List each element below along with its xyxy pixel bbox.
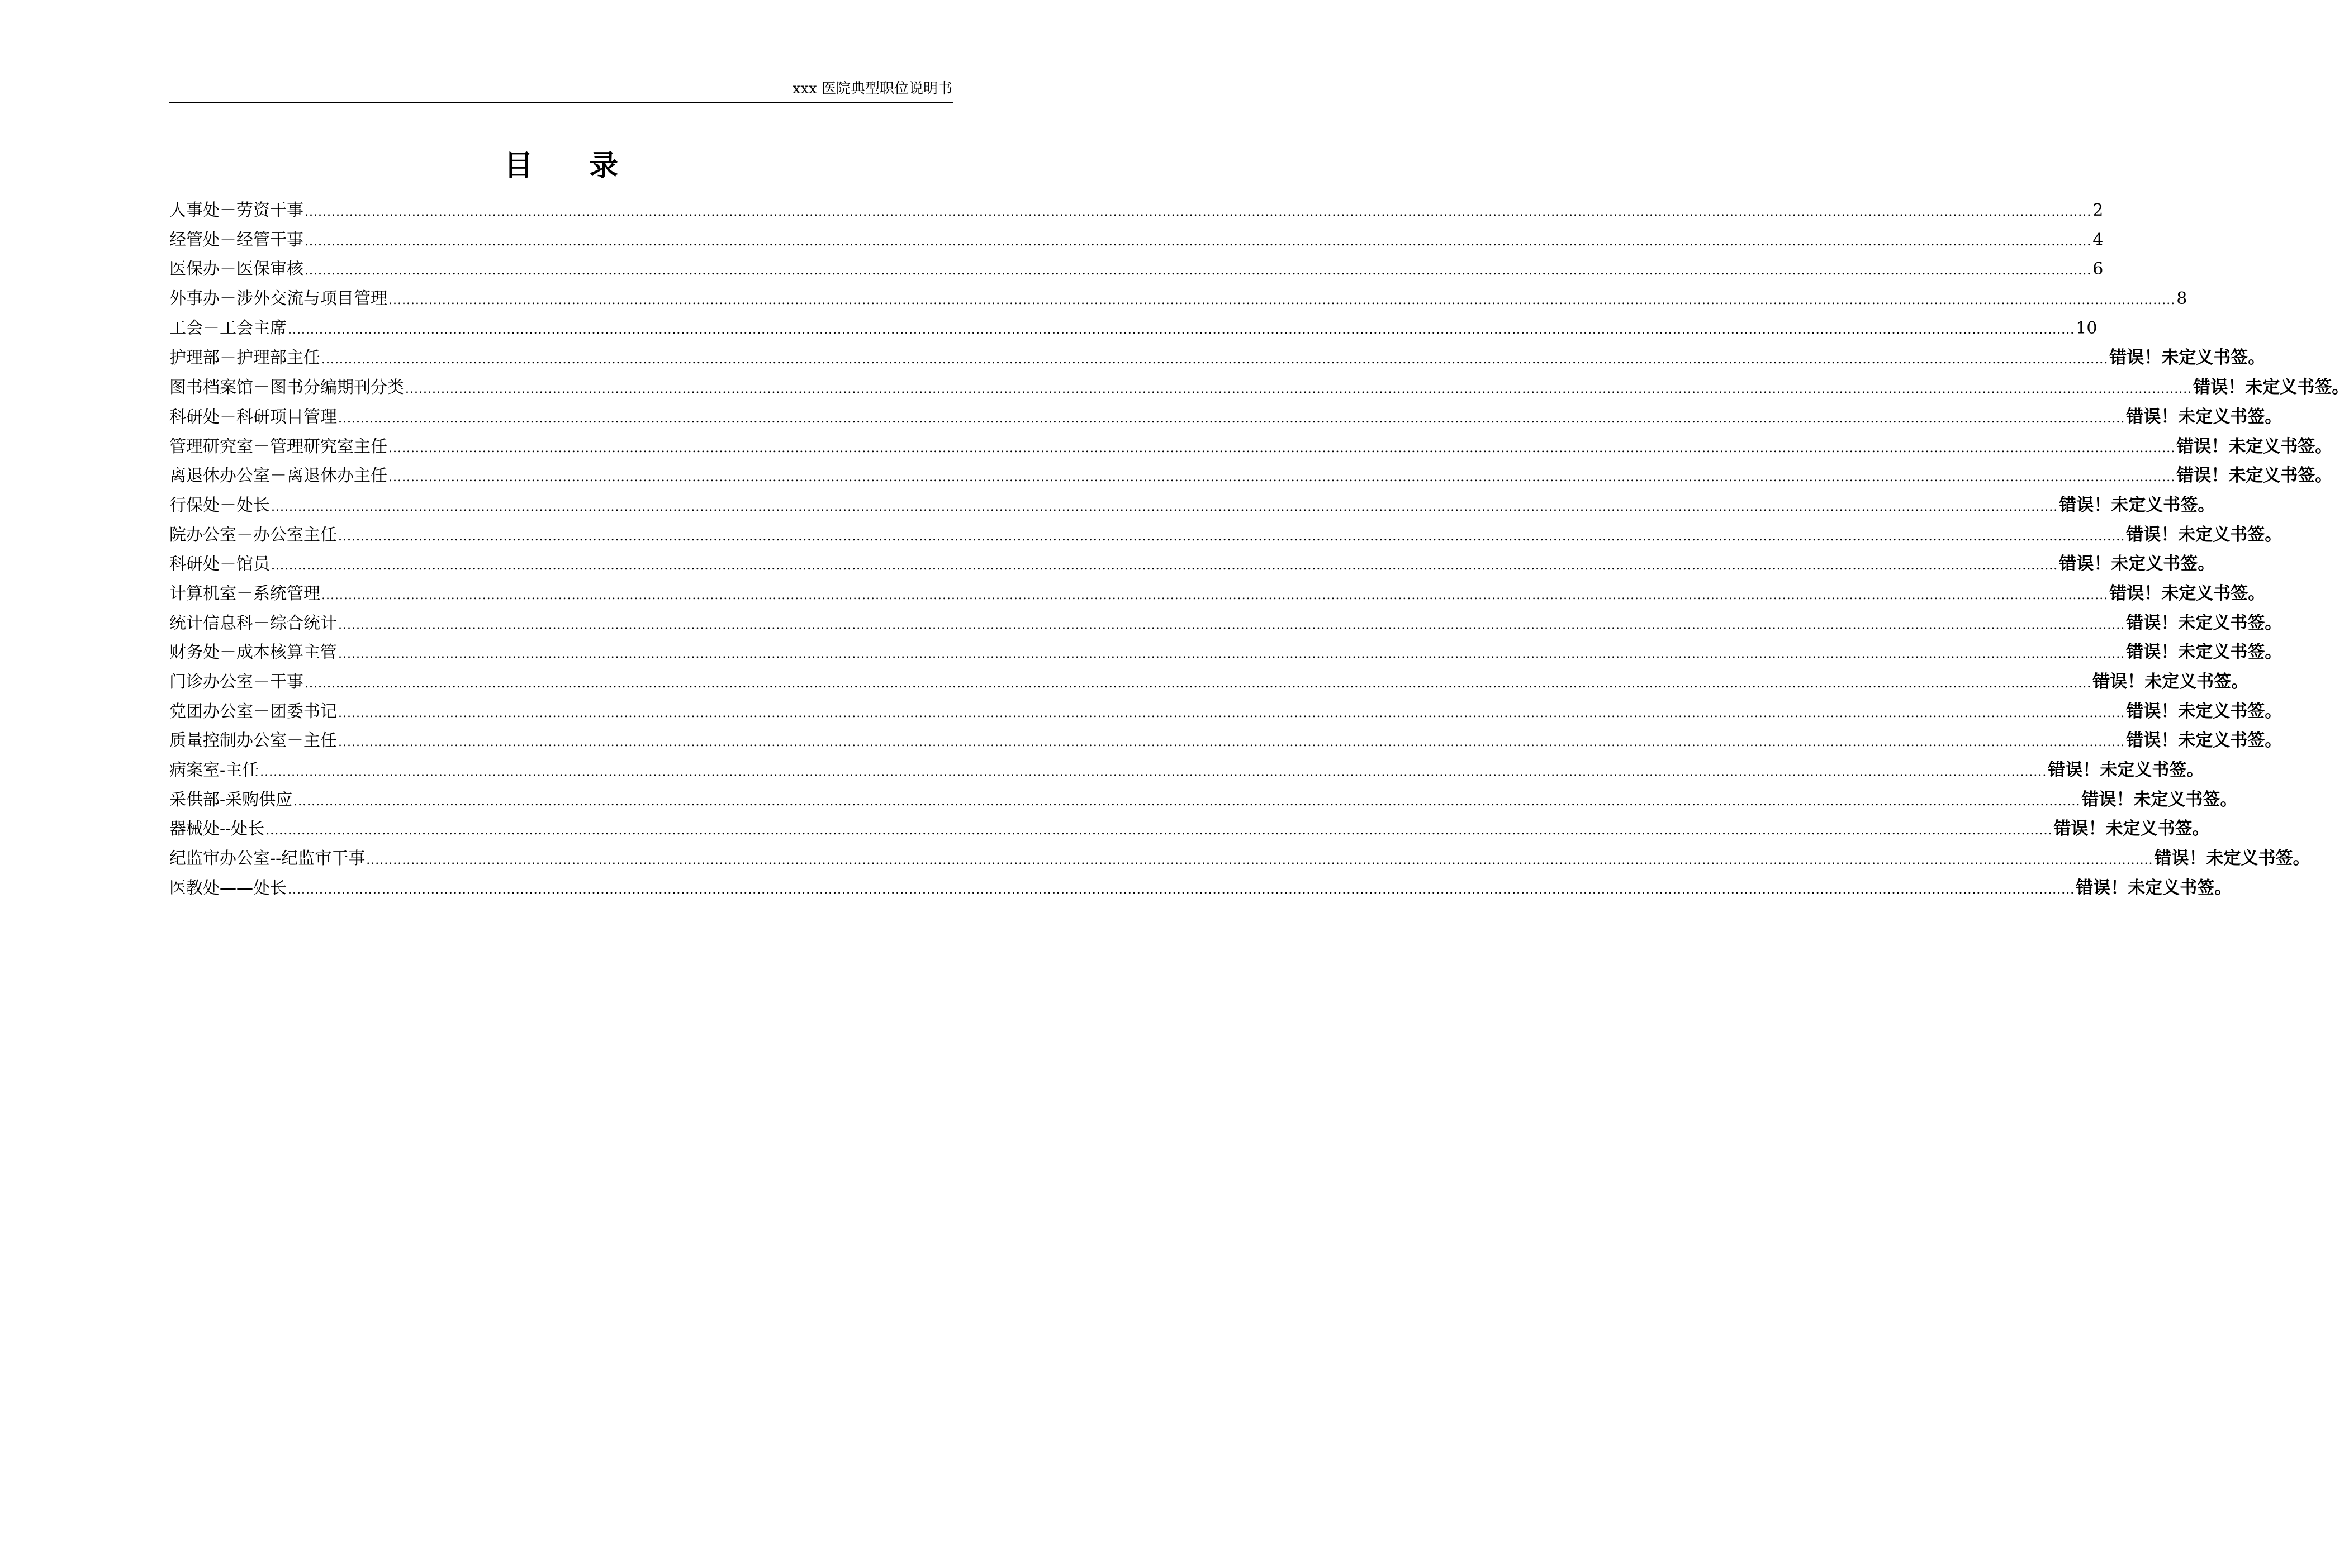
toc-dot-leader: ................................................................................................................................................................................................................................................................................................................................................................................................................ [305, 234, 2092, 249]
toc-entry[interactable] [169, 433, 2333, 463]
toc-entry-label: 病案室-主任 [169, 761, 259, 781]
toc-dot-leader: ................................................................................................................................................................................................................................................................................................................................................................................................................ [338, 706, 2125, 720]
toc-entry-bookmark-error: 错误！未定义书签。 [2126, 406, 2282, 427]
toc-entry[interactable] [169, 845, 2310, 875]
toc-entry-bookmark-error: 错误！未定义书签。 [2126, 524, 2282, 545]
toc-dot-leader: ................................................................................................................................................................................................................................................................................................................................................................................................................ [366, 853, 2153, 868]
toc-entry-bookmark-error: 错误！未定义书签。 [2059, 554, 2215, 574]
toc-dot-leader: ................................................................................................................................................................................................................................................................................................................................................................................................................ [288, 882, 2075, 897]
toc-entry-page-number: 10 [2076, 318, 2098, 338]
toc-entry[interactable] [169, 403, 2282, 433]
toc-entry[interactable] [169, 757, 2204, 786]
toc-dot-leader: ................................................................................................................................................................................................................................................................................................................................................................................................................ [293, 794, 2081, 809]
toc-entry-label: 采供部-采购供应 [169, 790, 293, 810]
toc-dot-leader: ................................................................................................................................................................................................................................................................................................................................................................................................................ [338, 735, 2125, 750]
toc-entry-label: 管理研究室－管理研究室主任 [169, 436, 387, 457]
toc-entry-label: 科研处－馆员 [169, 554, 270, 574]
toc-entry-label: 党团办公室－团委书记 [169, 701, 337, 721]
toc-entry-bookmark-error: 错误！未定义书签。 [2126, 730, 2282, 751]
toc-entry[interactable] [169, 344, 2266, 374]
toc-entry-label: 行保处－处长 [169, 495, 270, 515]
toc-entry[interactable] [169, 374, 2349, 403]
toc-entry-label: 统计信息科－综合统计 [169, 613, 337, 633]
toc-entry-label: 纪监审办公室--纪监审干事 [169, 849, 366, 869]
toc-dot-leader: ................................................................................................................................................................................................................................................................................................................................................................................................................ [338, 617, 2125, 632]
toc-dot-leader: ................................................................................................................................................................................................................................................................................................................................................................................................................ [338, 647, 2125, 662]
toc-entry[interactable] [169, 698, 2282, 728]
toc-dot-leader: ................................................................................................................................................................................................................................................................................................................................................................................................................ [338, 411, 2125, 426]
toc-dot-leader: ................................................................................................................................................................................................................................................................................................................................................................................................................ [265, 824, 2053, 838]
toc-entry[interactable] [169, 197, 2104, 227]
toc-entry[interactable] [169, 492, 2215, 521]
toc-entry-label: 经管处－经管干事 [169, 230, 303, 250]
toc-entry-bookmark-error: 错误！未定义书签。 [2109, 348, 2266, 368]
toc-entry-label: 财务处－成本核算主管 [169, 643, 337, 663]
toc-entry[interactable] [169, 521, 2282, 551]
toc-title: 目录 [504, 149, 674, 183]
toc-entry[interactable] [169, 727, 2282, 757]
toc-entry-label: 离退休办公室－离退休办主任 [169, 466, 387, 486]
toc-entry-label: 工会－工会主席 [169, 318, 287, 338]
toc-entry-bookmark-error: 错误！未定义书签。 [2048, 760, 2204, 781]
toc-entry-label: 医保办－医保审核 [169, 259, 303, 279]
toc-entry[interactable] [169, 227, 2104, 256]
toc-entry[interactable] [169, 815, 2210, 845]
toc-entry-label: 质量控制办公室－主任 [169, 731, 337, 751]
toc-entry-bookmark-error: 错误！未定义书签。 [2059, 495, 2215, 515]
toc-entry-label: 院办公室－办公室主任 [169, 525, 337, 545]
toc-entry-label: 门诊办公室－干事 [169, 672, 303, 692]
toc-entry-label: 计算机室－系统管理 [169, 583, 320, 604]
toc-dot-leader: ................................................................................................................................................................................................................................................................................................................................................................................................................ [305, 264, 2092, 278]
toc-entry-bookmark-error: 错误！未定义书签。 [2076, 877, 2232, 898]
toc-entry[interactable] [169, 639, 2282, 668]
toc-entry-label: 科研处－科研项目管理 [169, 407, 337, 427]
toc-entry-label: 医教处——处长 [169, 878, 287, 898]
toc-entry-bookmark-error: 错误！未定义书签。 [2109, 583, 2266, 604]
toc-entry[interactable] [169, 668, 2249, 698]
toc-entry-label: 图书档案馆－图书分编期刊分类 [169, 378, 404, 398]
toc-entry[interactable] [169, 550, 2215, 580]
toc-entry[interactable] [169, 610, 2282, 639]
toc-dot-leader: ................................................................................................................................................................................................................................................................................................................................................................................................................ [321, 353, 2109, 367]
toc-entry-label: 外事办－涉外交流与项目管理 [169, 289, 387, 309]
toc-dot-leader: ................................................................................................................................................................................................................................................................................................................................................................................................................ [271, 500, 2058, 514]
toc-entry-label: 护理部－护理部主任 [169, 348, 320, 368]
toc-entry[interactable] [169, 875, 2232, 904]
toc-dot-leader: ................................................................................................................................................................................................................................................................................................................................................................................................................ [305, 205, 2092, 219]
toc-dot-leader: ................................................................................................................................................................................................................................................................................................................................................................................................................ [338, 529, 2125, 544]
toc-entry-label: 器械处--处长 [169, 819, 265, 839]
toc-dot-leader: ................................................................................................................................................................................................................................................................................................................................................................................................................ [388, 293, 2176, 308]
toc-entry[interactable] [169, 315, 2098, 345]
toc-dot-leader: ................................................................................................................................................................................................................................................................................................................................................................................................................ [305, 677, 2092, 691]
toc-entry-label: 人事处－劳资干事 [169, 201, 303, 220]
toc-entry-bookmark-error: 错误！未定义书签。 [2126, 701, 2282, 721]
toc-entry-page-number: 2 [2092, 201, 2104, 220]
toc-entry[interactable] [169, 256, 2104, 286]
toc-entry[interactable] [169, 286, 2187, 315]
toc-entry-bookmark-error: 错误！未定义书签。 [2154, 848, 2310, 869]
toc-entry-bookmark-error: 错误！未定义书签。 [2176, 436, 2333, 457]
toc-entry-bookmark-error: 错误！未定义书签。 [2053, 819, 2210, 839]
toc-entry-bookmark-error: 错误！未定义书签。 [2126, 612, 2282, 633]
toc-entry-page-number: 8 [2176, 289, 2187, 309]
toc-dot-leader: ................................................................................................................................................................................................................................................................................................................................................................................................................ [271, 559, 2058, 573]
toc-entry-bookmark-error: 错误！未定义书签。 [2092, 672, 2249, 692]
toc-dot-leader: ................................................................................................................................................................................................................................................................................................................................................................................................................ [388, 441, 2176, 455]
toc-list [169, 197, 2349, 904]
toc-dot-leader: ................................................................................................................................................................................................................................................................................................................................................................................................................ [388, 471, 2176, 485]
running-header: xxx 医院典型职位说明书 [792, 80, 952, 97]
toc-dot-leader: ................................................................................................................................................................................................................................................................................................................................................................................................................ [260, 765, 2047, 780]
toc-entry[interactable] [169, 786, 2238, 816]
toc-dot-leader: ................................................................................................................................................................................................................................................................................................................................................................................................................ [288, 322, 2075, 337]
header-rule [169, 102, 953, 103]
toc-entry-bookmark-error: 错误！未定义书签。 [2126, 642, 2282, 663]
toc-entry[interactable] [169, 462, 2333, 492]
toc-entry-bookmark-error: 错误！未定义书签。 [2176, 465, 2333, 486]
toc-entry-page-number: 4 [2092, 230, 2104, 250]
toc-dot-leader: ................................................................................................................................................................................................................................................................................................................................................................................................................ [321, 588, 2109, 602]
toc-entry-page-number: 6 [2092, 259, 2104, 279]
toc-entry-bookmark-error: 错误！未定义书签。 [2193, 377, 2349, 398]
toc-entry[interactable] [169, 580, 2266, 610]
toc-entry-bookmark-error: 错误！未定义书签。 [2081, 789, 2238, 810]
toc-dot-leader: ................................................................................................................................................................................................................................................................................................................................................................................................................ [405, 382, 2193, 397]
